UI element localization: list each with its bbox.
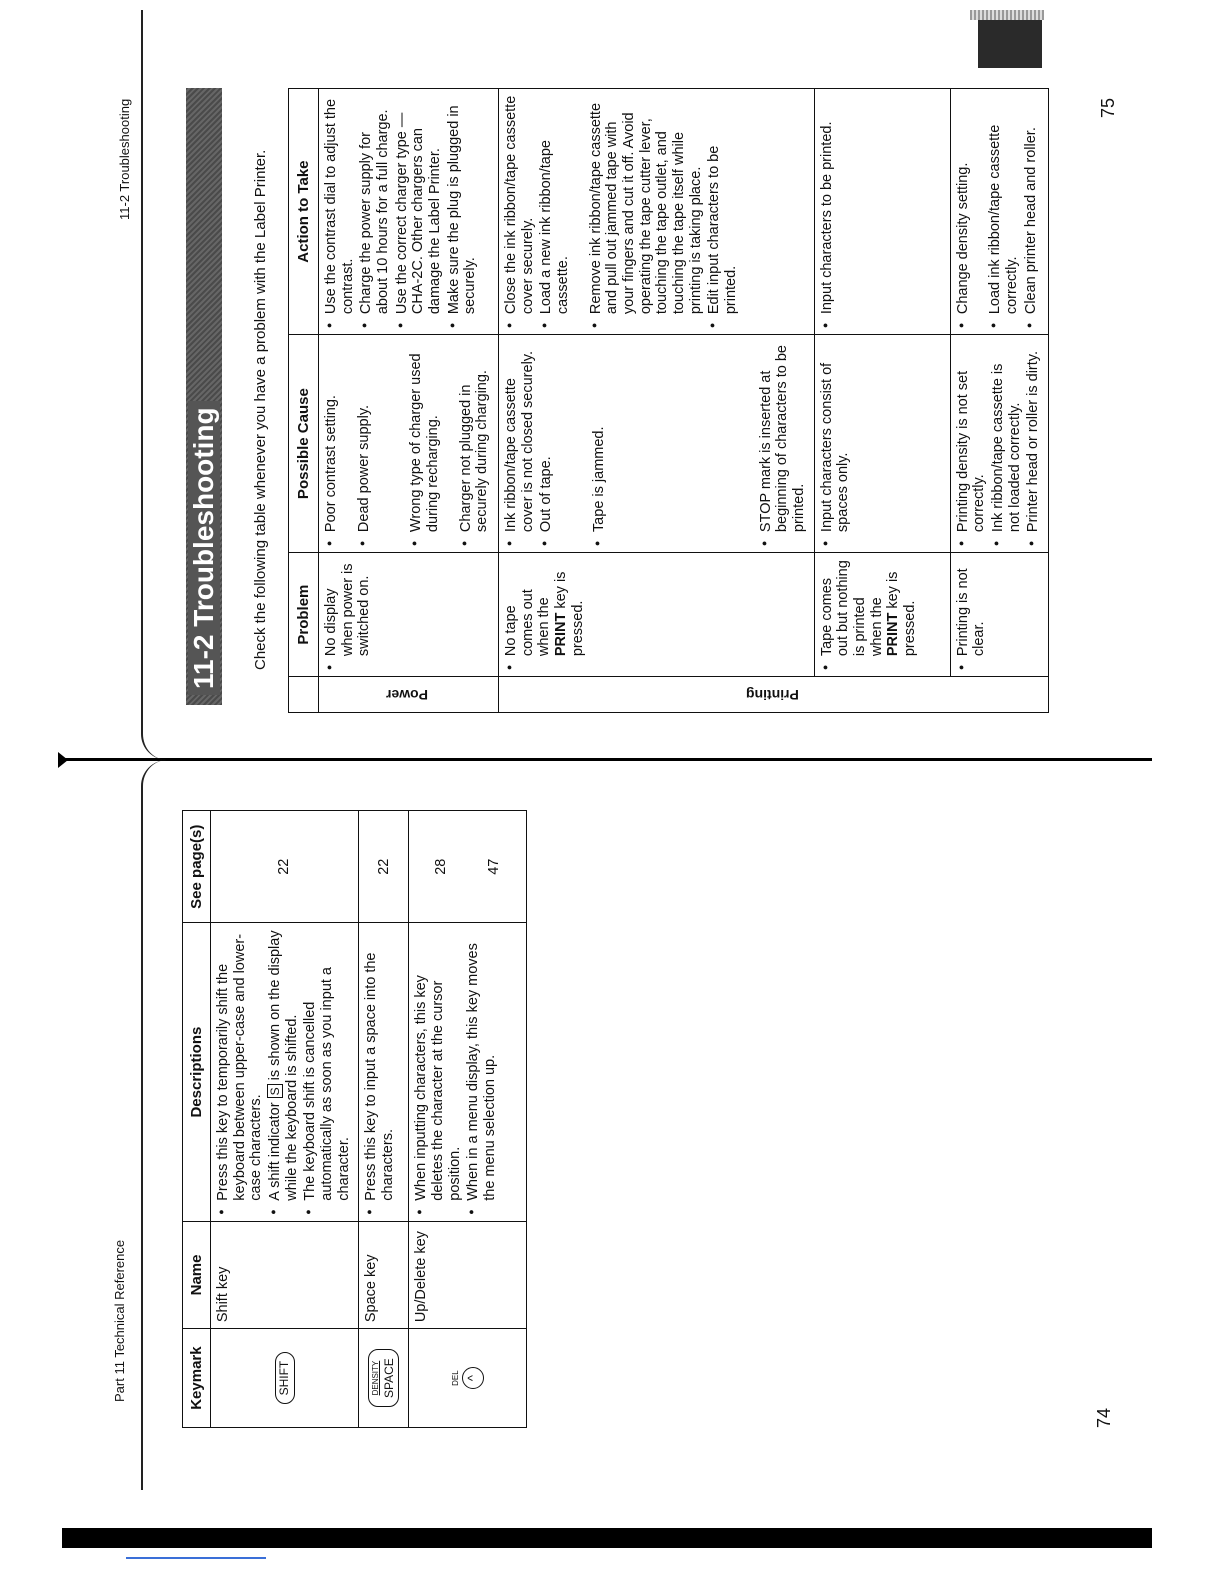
del-label: DEL: [451, 1370, 461, 1386]
page-ref: 47: [485, 858, 502, 875]
left-page-header: Part 11 Technical Reference: [112, 1239, 127, 1402]
action-item: ● Make sure the plug is plugged in securely.: [446, 95, 479, 314]
cause-item: ● Charger not plugged in securely during charging.: [458, 341, 491, 532]
cause-cell: [499, 335, 815, 553]
description-item: ● The keyboard shift is cancelled automatically as soon as you input a character.: [302, 929, 352, 1200]
description-cell: [409, 923, 527, 1221]
cause-item: ● Printing density is not set correctly.: [955, 341, 988, 532]
col-problem: Problem: [289, 553, 319, 677]
bottom-edge-band: [62, 1528, 1152, 1548]
cause-item: ● Poor contrast setting.: [323, 341, 340, 532]
keymark-cell: [359, 1329, 409, 1428]
left-page-margin-rule: [141, 800, 143, 1490]
problem-item: ● Printing is not clear.: [955, 559, 988, 656]
col-category: [289, 677, 319, 713]
thumb-tab: [978, 20, 1042, 68]
description-cell: [359, 923, 409, 1221]
margin-rule-curve: [141, 760, 167, 800]
col-descriptions: Descriptions: [183, 923, 211, 1221]
col-action: Action to Take: [289, 89, 319, 335]
right-page-number: 75: [1098, 97, 1118, 118]
action-item: ● Load ink ribbon/tape cassette correctly.: [987, 95, 1020, 314]
name-cell: Up/Delete key: [409, 1221, 527, 1328]
troubleshooting-table-wrapper: [288, 88, 1042, 713]
action-item: ● Remove ink ribbon/tape cassette and pull out jammed tape with your fingers and cut it off. Avoid operating the tape cutter lever, touching the tape outlet, and touching the tape itself while printing is taking place.: [588, 95, 705, 314]
margin-rule-curve: [141, 720, 167, 760]
table-row: [319, 89, 499, 713]
problem-cell: [499, 553, 815, 677]
col-keymark: Keymark: [183, 1329, 211, 1428]
description-item: ● Press this key to temporarily shift the keyboard between upper-case and lower-case characters.: [215, 929, 265, 1200]
cause-cell: [319, 335, 499, 553]
cause-item: ● Ink ribbon/tape cassette cover is not closed securely.: [503, 341, 536, 532]
troubleshooting-table: [288, 88, 1049, 713]
pages-cell: 22: [211, 811, 359, 923]
col-possible-cause: Possible Cause: [289, 335, 319, 553]
shift-key-icon: SHIFT: [275, 1352, 295, 1405]
table-row: [359, 811, 409, 1428]
action-cell: [319, 89, 499, 335]
scan-artifact-line: [126, 1557, 266, 1559]
right-page-margin-rule: [141, 10, 143, 722]
name-cell: Space key: [359, 1221, 409, 1328]
pages-cell: 22: [359, 811, 409, 923]
cause-item: ● Input characters consist of spaces only.: [819, 341, 852, 532]
table-row: [211, 811, 359, 1428]
shift-indicator-icon: S: [267, 1084, 283, 1098]
intro-text: Check the following table whenever you have a problem with the Label Printer.: [252, 149, 269, 670]
left-page-number: 74: [1094, 1407, 1114, 1428]
description-cell: [211, 923, 359, 1221]
action-item: ● Use the contrast dial to adjust the contrast.: [323, 95, 356, 314]
section-title-bar: [186, 88, 222, 705]
cause-item: ● Out of tape.: [538, 341, 555, 532]
action-item: ● Input characters to be printed.: [819, 95, 836, 314]
action-item: ● Close the ink ribbon/tape cassette cover securely.: [503, 95, 536, 314]
description-item: ● When inputting characters, this key deletes the character at the cursor position.: [413, 929, 463, 1200]
action-cell: [950, 89, 1048, 335]
action-item: ● Load a new ink ribbon/tape cassette.: [538, 95, 571, 314]
thumb-tab-edge: [970, 10, 1044, 20]
cause-item: ● Tape is jammed.: [591, 341, 608, 532]
right-page-header: 11-2 Troubleshooting: [117, 98, 132, 220]
table-row: [409, 811, 527, 1428]
table-row: [499, 89, 815, 713]
description-item: ● Press this key to input a space into the characters.: [363, 929, 396, 1200]
action-item: ● Clean printer head and roller.: [1023, 95, 1040, 314]
name-cell: Shift key: [211, 1221, 359, 1328]
table-row: [814, 89, 950, 713]
cause-item: ● Printer head or roller is dirty.: [1025, 341, 1042, 532]
description-item: ● A shift indicator S is shown on the display while the keyboard is shifted.: [267, 929, 300, 1200]
table-row: [950, 89, 1048, 713]
cause-cell: [950, 335, 1048, 553]
action-item: ● Change density setting.: [955, 95, 972, 314]
keymark-cell: [211, 1329, 359, 1428]
action-item: ● Use the correct charger type — CHA-2C. Other chargers can damage the Label Printer.: [394, 95, 444, 314]
cause-item: ● Wrong type of charger used during recharging.: [408, 341, 441, 532]
cause-cell: [814, 335, 950, 553]
problem-item: ● No tape comes out when the PRINT key is pressed.: [503, 559, 586, 656]
keymark-table: [182, 810, 527, 1428]
col-name: Name: [183, 1221, 211, 1328]
category-printing: Printing: [499, 677, 1049, 713]
keymark-table-wrapper: [182, 810, 527, 1428]
page-fold-line: [62, 758, 1152, 761]
problem-item: ● No display when power is switched on.: [323, 559, 373, 656]
up-arrow-key-icon: ^: [462, 1367, 484, 1389]
cause-item: ● STOP mark is inserted at beginning of characters to be printed.: [758, 341, 808, 532]
keymark-cell: [409, 1329, 527, 1428]
pages-cell: [409, 811, 527, 923]
description-item: ● When in a menu display, this key moves the menu selection up.: [465, 929, 498, 1200]
section-title: 11-2 Troubleshooting: [188, 401, 220, 695]
action-cell: [499, 89, 815, 335]
category-power: Power: [319, 677, 499, 713]
problem-cell: [814, 553, 950, 677]
page-ref: 28: [433, 858, 450, 875]
problem-item: ● Tape comes out but nothing is printed when the PRINT key is pressed.: [819, 559, 919, 656]
problem-cell: [319, 553, 499, 677]
col-see-pages: See page(s): [183, 811, 211, 923]
action-item: ● Charge the power supply for about 10 hours for a full charge.: [358, 95, 391, 314]
space-key-icon: DENSITY SPACE: [368, 1349, 399, 1407]
cause-item: ● Ink ribbon/tape cassette is not loaded correctly.: [990, 341, 1023, 532]
problem-cell: [950, 553, 1048, 677]
cause-item: ● Dead power supply.: [356, 341, 373, 532]
action-item: ● Edit input characters to be printed.: [706, 95, 739, 314]
action-cell: [814, 89, 950, 335]
